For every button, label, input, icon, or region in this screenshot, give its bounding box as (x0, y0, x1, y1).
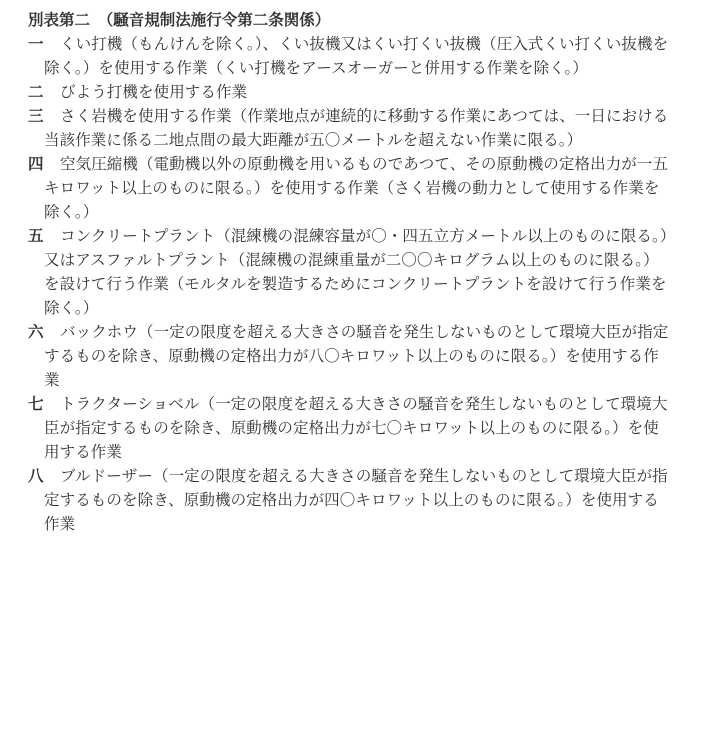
item-number: 八 (28, 467, 44, 485)
item-number: 四 (28, 155, 44, 173)
item-text: さく岩機を使用する作業（作業地点が連続的に移動する作業にあつては、一日における当該作業に係る二地点間の最大距離が五〇メートルを超えない作業に限る。） (44, 107, 669, 149)
item-text: くい打機（もんけんを除く。）、くい抜機又はくい打くい抜機（圧入式くい打くい抜機を除く。）を使用する作業（くい打機をアースオーガーと併用する作業を除く。） (44, 35, 669, 77)
item-text: コンクリートプラント（混練機の混練容量が〇・四五立方メートル以上のものに限る。）又はアスファルトプラント（混練機の混練重量が二〇〇キログラム以上のものに限る。）を設けて行う作業（モルタルを製造するためにコンクリートプラントを設けて行う作業を除く。） (44, 227, 668, 317)
list-item (28, 320, 674, 392)
list-item (28, 80, 674, 104)
item-text: びよう打機を使用する作業 (60, 83, 248, 101)
list-item (28, 464, 674, 536)
item-number: 五 (28, 227, 44, 245)
item-text: 空気圧縮機（電動機以外の原動機を用いるものであつて、その原動機の定格出力が一五キロワット以上のものに限る。）を使用する作業（さく岩機の動力として使用する作業を除く。） (44, 155, 669, 221)
item-text: バックホウ（一定の限度を超える大きさの騒音を発生しないものとして環境大臣が指定するものを除き、原動機の定格出力が八〇キロワット以上のものに限る。）を使用する作業 (44, 323, 669, 389)
list-item (28, 32, 674, 80)
list-item (28, 152, 674, 224)
item-number: 六 (28, 323, 44, 341)
item-number: 七 (28, 395, 44, 413)
document-title: 別表第二 （騒音規制法施行令第二条関係） (28, 11, 331, 29)
item-number: 三 (28, 107, 44, 125)
item-number: 一 (28, 35, 44, 53)
list-item (28, 392, 674, 464)
item-text: トラクターショベル（一定の限度を超える大きさの騒音を発生しないものとして環境大臣が指定するものを除き、原動機の定格出力が七〇キロワット以上のものに限る。）を使用する作業 (44, 395, 668, 461)
list-item (28, 104, 674, 152)
list-item (28, 224, 674, 320)
item-text: ブルドーザー（一定の限度を超える大きさの騒音を発生しないものとして環境大臣が指定するものを除き、原動機の定格出力が四〇キロワット以上のものに限る。）を使用する作業 (44, 467, 668, 533)
item-number: 二 (28, 83, 44, 101)
